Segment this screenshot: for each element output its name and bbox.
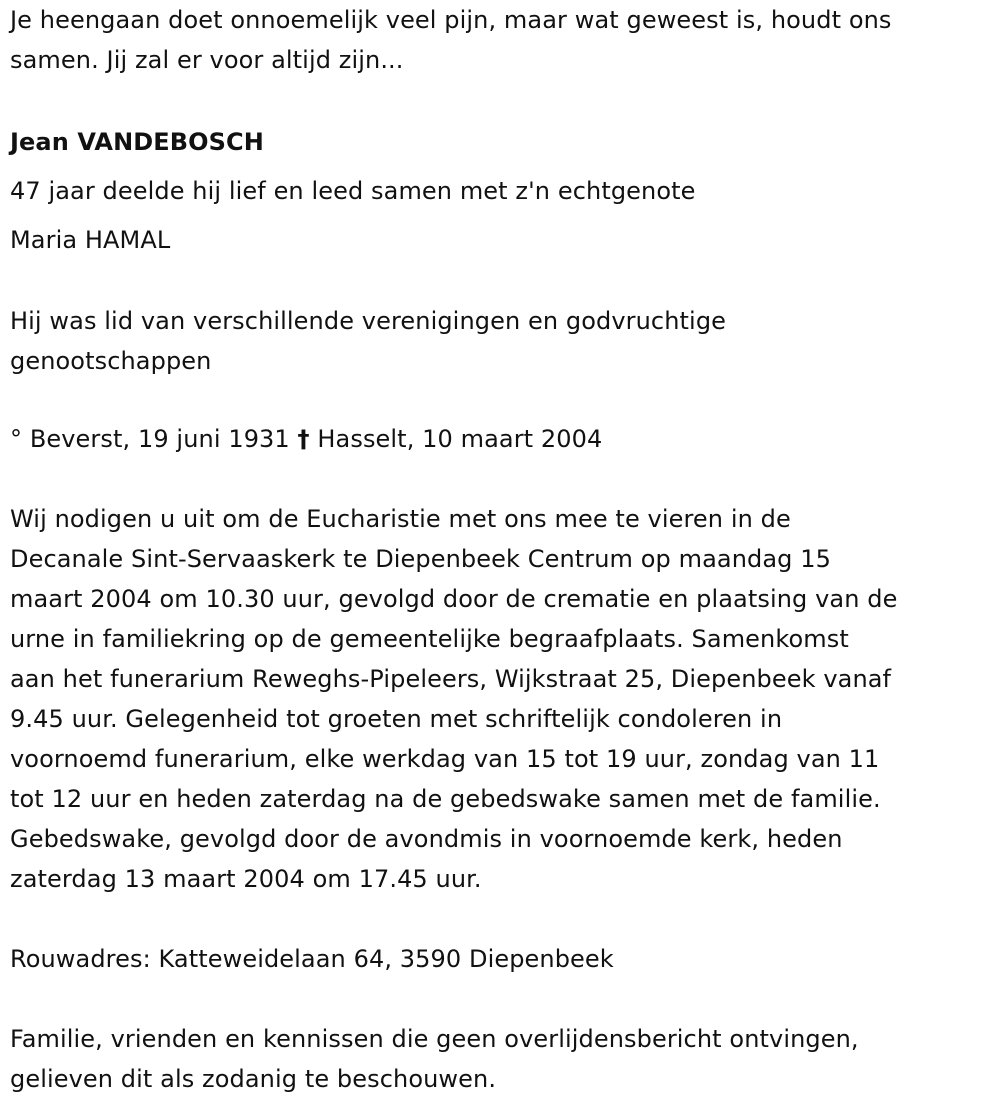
intro-line: samen. Jij zal er voor altijd zijn... bbox=[10, 46, 404, 74]
membership-line: Hij was lid van verschillende verenigingen en godvruchtige bbox=[10, 307, 727, 335]
invitation-line: aan het funerarium Reweghs-Pipeleers, Wijkstraat 25, Diepenbeek vanaf bbox=[10, 665, 892, 693]
birth-info: ° Beverst, 19 juni 1931 bbox=[10, 425, 290, 453]
spouse-line: Maria HAMAL bbox=[10, 226, 171, 254]
deceased-name: Jean VANDEBOSCH bbox=[10, 128, 264, 156]
invitation-line: voornoemd funerarium, elke werkdag van 15 tot 19 uur, zondag van 11 bbox=[10, 745, 880, 773]
mourning-address: Rouwadres: Katteweidelaan 64, 3590 Diepenbeek bbox=[10, 945, 614, 973]
intro-paragraph bbox=[10, 0, 995, 80]
invitation-line: tot 12 uur en heden zaterdag na de gebedswake samen met de familie. bbox=[10, 785, 881, 813]
invitation-paragraph bbox=[10, 499, 995, 899]
invitation-line: Decanale Sint-Servaaskerk te Diepenbeek Centrum op maandag 15 bbox=[10, 545, 831, 573]
death-info: Hasselt, 10 maart 2004 bbox=[317, 425, 603, 453]
obituary-document bbox=[10, 0, 995, 1099]
membership-line: genootschappen bbox=[10, 347, 212, 375]
closing-line: gelieven dit als zodanig te beschouwen. bbox=[10, 1065, 497, 1093]
closing-line: Familie, vrienden en kennissen die geen overlijdensbericht ontvingen, bbox=[10, 1025, 859, 1053]
dates-line bbox=[10, 419, 995, 459]
invitation-line: zaterdag 13 maart 2004 om 17.45 uur. bbox=[10, 865, 482, 893]
membership-paragraph bbox=[10, 301, 995, 381]
intro-line: Je heengaan doet onnoemelijk veel pijn, maar wat geweest is, houdt ons bbox=[10, 6, 892, 34]
closing-paragraph bbox=[10, 1019, 995, 1099]
spouse-paragraph bbox=[10, 167, 995, 265]
spouse-line: 47 jaar deelde hij lief en leed samen met z'n echtgenote bbox=[10, 177, 696, 205]
invitation-line: urne in familiekring op de gemeentelijke begraafplaats. Samenkomst bbox=[10, 625, 849, 653]
invitation-line: Gebedswake, gevolgd door de avondmis in voornoemde kerk, heden bbox=[10, 825, 843, 853]
cross-icon: † bbox=[297, 425, 310, 453]
invitation-line: maart 2004 om 10.30 uur, gevolgd door de crematie en plaatsing van de bbox=[10, 585, 898, 613]
invitation-line: Wij nodigen u uit om de Eucharistie met ons mee te vieren in de bbox=[10, 505, 791, 533]
invitation-line: 9.45 uur. Gelegenheid tot groeten met schriftelijk condoleren in bbox=[10, 705, 783, 733]
